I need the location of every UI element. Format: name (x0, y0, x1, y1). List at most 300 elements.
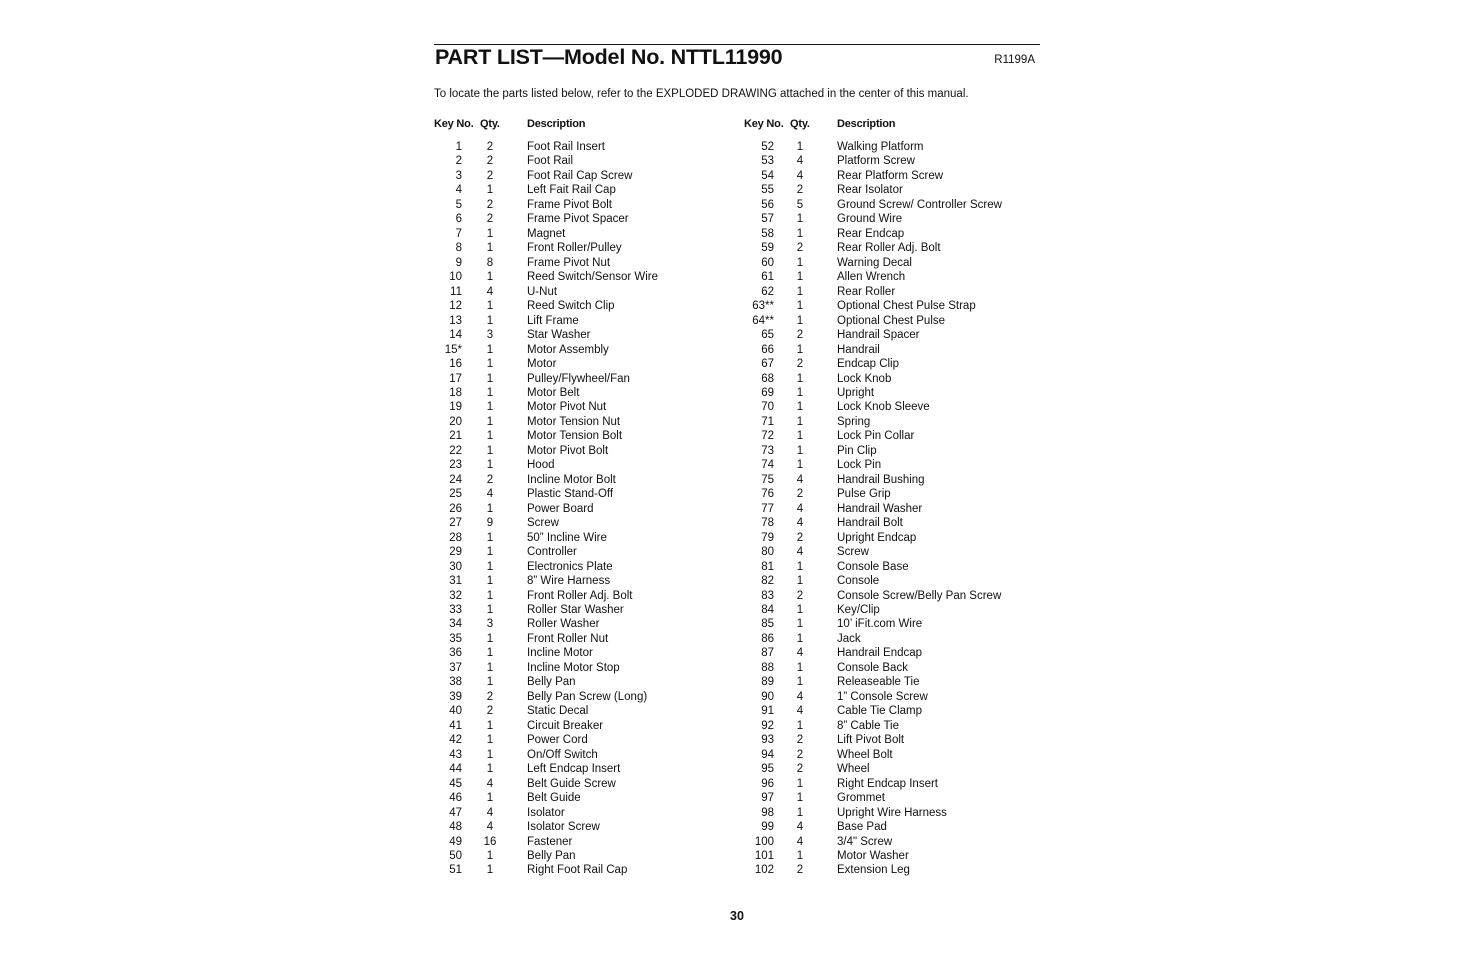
part-description: Front Roller Nut (527, 632, 609, 645)
part-key-no: 37 (449, 661, 462, 674)
part-row (434, 314, 734, 328)
part-row (434, 328, 734, 342)
part-row (744, 719, 1044, 733)
part-key-no: 53 (761, 155, 774, 168)
part-key-no: 22 (449, 444, 462, 457)
part-description: Foot Rail (527, 155, 574, 168)
part-row (434, 791, 734, 805)
part-description: Lift Pivot Bolt (837, 734, 905, 747)
part-qty: 1 (796, 676, 804, 689)
part-qty: 1 (796, 314, 804, 327)
part-row (434, 748, 734, 762)
part-row (434, 733, 734, 747)
part-key-no: 29 (449, 546, 462, 559)
part-key-no: 18 (449, 386, 462, 399)
part-qty: 4 (796, 546, 804, 559)
part-qty: 1 (486, 748, 494, 761)
part-row (434, 545, 734, 559)
part-key-no: 28 (449, 531, 462, 544)
part-key-no: 99 (761, 821, 774, 834)
part-row (434, 270, 734, 284)
part-description: Hood (527, 459, 555, 472)
part-qty: 1 (486, 734, 494, 747)
part-row (434, 531, 734, 545)
part-key-no: 43 (449, 748, 462, 761)
part-row (744, 314, 1044, 328)
part-qty: 4 (486, 821, 494, 834)
part-description: Incline Motor Stop (527, 661, 620, 674)
header-qty: Qty. (790, 118, 810, 130)
document-code: R1199A (994, 54, 1035, 66)
part-key-no: 71 (761, 415, 774, 428)
part-key-no: 12 (449, 300, 462, 313)
part-row (744, 704, 1044, 718)
part-row (434, 357, 734, 371)
part-key-no: 13 (449, 314, 462, 327)
part-key-no: 45 (449, 777, 462, 790)
part-qty: 1 (796, 777, 804, 790)
part-key-no: 16 (449, 358, 462, 371)
part-qty: 2 (486, 690, 494, 703)
part-row (744, 415, 1044, 429)
part-row (744, 328, 1044, 342)
part-key-no: 92 (761, 719, 774, 732)
part-row (744, 675, 1044, 689)
part-row (744, 343, 1044, 357)
part-row (434, 675, 734, 689)
part-qty: 2 (796, 329, 804, 342)
part-row (744, 429, 1044, 443)
part-key-no: 66 (761, 343, 774, 356)
part-qty: 2 (796, 184, 804, 197)
part-row (434, 849, 734, 863)
part-qty: 1 (796, 560, 804, 573)
part-qty: 2 (796, 358, 804, 371)
part-description: Reed Switch/Sensor Wire (527, 271, 659, 284)
part-key-no: 23 (449, 459, 462, 472)
part-row (434, 415, 734, 429)
part-qty: 1 (486, 849, 494, 862)
part-key-no: 42 (449, 734, 462, 747)
part-row (744, 531, 1044, 545)
part-key-no: 10 (449, 271, 462, 284)
part-description: Left Fait Rail Cap (527, 184, 616, 197)
part-row (744, 661, 1044, 675)
part-description: Releaseable Tie (837, 676, 920, 689)
part-row (744, 458, 1044, 472)
part-qty: 3 (486, 618, 494, 631)
part-description: Console Back (837, 661, 908, 674)
part-key-no: 83 (761, 589, 774, 602)
part-description: Front Roller/Pulley (527, 242, 622, 255)
part-description: Endcap Clip (837, 358, 900, 371)
header-key-no: Key No. (434, 118, 474, 130)
part-qty: 1 (486, 676, 494, 689)
part-description: Belly Pan (527, 676, 576, 689)
part-description: Frame Pivot Spacer (527, 213, 629, 226)
part-key-no: 19 (449, 401, 462, 414)
part-description: Isolator (527, 806, 565, 819)
part-qty: 1 (796, 141, 804, 153)
part-row (434, 632, 734, 646)
part-row (434, 690, 734, 704)
part-qty: 1 (486, 314, 494, 327)
part-qty: 1 (486, 386, 494, 399)
part-key-no: 44 (449, 763, 462, 776)
part-description: Rear Roller (837, 285, 896, 298)
part-row (434, 256, 734, 270)
part-qty: 3 (486, 329, 494, 342)
part-key-no: 87 (761, 647, 774, 660)
part-description: Power Cord (527, 734, 588, 747)
part-description: Lift Frame (527, 314, 579, 327)
part-row (434, 863, 734, 877)
part-row (744, 227, 1044, 241)
part-key-no: 39 (449, 690, 462, 703)
part-row (744, 285, 1044, 299)
part-qty: 1 (486, 531, 494, 544)
part-qty: 1 (796, 459, 804, 472)
part-qty: 1 (486, 560, 494, 573)
header-description: Description (527, 118, 586, 130)
part-row (744, 603, 1044, 617)
part-row (434, 516, 734, 530)
part-description: Lock Knob (837, 372, 892, 385)
part-key-no: 95 (761, 763, 774, 776)
part-key-no: 75 (761, 473, 774, 486)
part-qty: 1 (486, 430, 494, 443)
part-description: Spring (837, 415, 871, 428)
part-row (434, 574, 734, 588)
part-row (744, 444, 1044, 458)
part-key-no: 9 (455, 256, 462, 269)
part-row (744, 299, 1044, 313)
part-qty: 2 (796, 242, 804, 255)
part-key-no: 38 (449, 676, 462, 689)
part-row (434, 473, 734, 487)
part-key-no: 59 (761, 242, 774, 255)
part-description: 10’ iFit.com Wire (837, 618, 923, 631)
part-description: Reed Switch Clip (527, 300, 615, 313)
part-description: Cable Tie Clamp (837, 705, 923, 718)
part-description: Handrail Spacer (837, 329, 920, 342)
part-qty: 1 (796, 372, 804, 385)
part-qty: 4 (796, 517, 804, 530)
part-key-no: 63** (752, 300, 774, 313)
part-qty: 2 (486, 213, 494, 226)
part-qty: 1 (796, 213, 804, 226)
part-description: Optional Chest Pulse Strap (837, 300, 976, 313)
part-key-no: 21 (449, 430, 462, 443)
part-qty: 4 (486, 488, 494, 501)
part-key-no: 84 (761, 604, 774, 616)
part-description: Motor Pivot Nut (527, 401, 607, 414)
part-qty: 1 (796, 719, 804, 732)
part-qty: 1 (486, 719, 494, 732)
part-qty: 1 (796, 575, 804, 588)
part-key-no: 5 (455, 198, 462, 211)
part-row (434, 502, 734, 516)
part-description: Lock Pin (837, 459, 882, 472)
part-row (744, 632, 1044, 646)
part-description: Ground Wire (837, 213, 903, 226)
part-key-no: 24 (449, 473, 462, 486)
part-row (744, 820, 1044, 834)
part-description: Console Screw/Belly Pan Screw (837, 589, 1002, 602)
part-key-no: 102 (754, 864, 774, 877)
part-description: Static Decal (527, 705, 589, 718)
part-key-no: 47 (449, 806, 462, 819)
part-row (744, 516, 1044, 530)
part-qty: 4 (796, 502, 804, 515)
part-qty: 1 (796, 632, 804, 645)
part-description: Right Endcap Insert (837, 777, 939, 790)
part-row (434, 617, 734, 631)
part-key-no: 72 (761, 430, 774, 443)
part-row (744, 241, 1044, 255)
column-header (434, 117, 734, 140)
part-key-no: 3 (455, 169, 462, 182)
part-description: Jack (837, 632, 861, 645)
header-description: Description (837, 118, 896, 130)
part-row (744, 256, 1044, 270)
part-description: Rear Roller Adj. Bolt (837, 242, 941, 255)
part-qty: 1 (796, 604, 804, 616)
part-qty: 2 (796, 488, 804, 501)
part-row (434, 589, 734, 603)
part-row (434, 704, 734, 718)
part-description: Upright Endcap (837, 531, 917, 544)
part-qty: 1 (796, 227, 804, 240)
part-row (744, 169, 1044, 183)
part-qty: 1 (796, 430, 804, 443)
part-qty: 1 (486, 792, 494, 805)
part-qty: 1 (486, 661, 494, 674)
part-key-no: 8 (455, 242, 462, 255)
part-row (744, 574, 1044, 588)
part-qty: 1 (486, 343, 494, 356)
part-description: Handrail Bolt (837, 517, 903, 530)
part-qty: 4 (796, 647, 804, 660)
part-row (744, 589, 1044, 603)
part-description: Controller (527, 546, 577, 559)
part-description: Frame Pivot Nut (527, 256, 611, 269)
part-row (434, 299, 734, 313)
part-description: Foot Rail Insert (527, 141, 605, 153)
part-row (434, 343, 734, 357)
part-key-no: 67 (761, 358, 774, 371)
part-description: Key/Clip (837, 604, 880, 616)
part-row (744, 646, 1044, 660)
part-row (434, 762, 734, 776)
part-description: Belt Guide Screw (527, 777, 616, 790)
part-description: Pin Clip (837, 444, 877, 457)
part-row (434, 241, 734, 255)
part-description: Handrail Bushing (837, 473, 925, 486)
part-description: Belt Guide (527, 792, 581, 805)
part-description: Lock Pin Collar (837, 430, 915, 443)
part-description: Rear Isolator (837, 184, 903, 197)
part-row (744, 748, 1044, 762)
part-qty: 1 (486, 401, 494, 414)
part-key-no: 33 (449, 604, 462, 616)
part-row (744, 357, 1044, 371)
part-qty: 2 (796, 734, 804, 747)
part-description: Left Endcap Insert (527, 763, 621, 776)
part-key-no: 80 (761, 546, 774, 559)
part-description: Platform Screw (837, 155, 915, 168)
part-key-no: 6 (455, 213, 462, 226)
part-row (434, 285, 734, 299)
part-row (744, 863, 1044, 877)
part-key-no: 20 (449, 415, 462, 428)
document-page (434, 0, 1040, 954)
part-description: Extension Leg (837, 864, 910, 877)
part-row (434, 719, 734, 733)
part-qty: 1 (486, 444, 494, 457)
part-description: Screw (527, 517, 559, 530)
part-qty: 1 (486, 575, 494, 588)
part-key-no: 31 (449, 575, 462, 588)
part-key-no: 68 (761, 372, 774, 385)
part-description: Roller Washer (527, 618, 600, 631)
part-qty: 1 (486, 459, 494, 472)
parts-column-left (434, 117, 734, 878)
part-row (434, 661, 734, 675)
part-row (434, 560, 734, 574)
part-description: 8” Wire Harness (527, 575, 611, 588)
part-qty: 1 (796, 444, 804, 457)
part-qty: 9 (486, 517, 494, 530)
part-key-no: 11 (450, 285, 462, 298)
part-key-no: 17 (449, 372, 462, 385)
part-description: Lock Knob Sleeve (837, 401, 930, 414)
part-qty: 2 (486, 155, 494, 168)
part-qty: 1 (796, 415, 804, 428)
part-description: Pulse Grip (837, 488, 891, 501)
part-key-no: 94 (761, 748, 774, 761)
part-qty: 1 (486, 864, 494, 877)
part-key-no: 54 (761, 169, 774, 182)
page-title: PART LIST—Model No. NTTL11990 (435, 45, 783, 69)
part-qty: 2 (486, 141, 494, 153)
part-description: Foot Rail Cap Screw (527, 169, 633, 182)
part-key-no: 34 (449, 618, 462, 631)
part-row (744, 560, 1044, 574)
part-key-no: 98 (761, 806, 774, 819)
part-key-no: 76 (761, 488, 774, 501)
part-qty: 16 (483, 835, 497, 848)
part-row (434, 603, 734, 617)
part-qty: 4 (796, 169, 804, 182)
part-description: Circuit Breaker (527, 719, 604, 732)
part-key-no: 88 (761, 661, 774, 674)
header-qty: Qty. (480, 118, 500, 130)
part-qty: 4 (486, 777, 494, 790)
part-description: Motor Tension Bolt (527, 430, 623, 443)
part-description: Belly Pan Screw (Long) (527, 690, 648, 703)
part-description: 8” Cable Tie (837, 719, 900, 732)
part-description: Roller Star Washer (527, 604, 624, 616)
part-description: Console (837, 575, 880, 588)
part-description: Upright (837, 386, 875, 399)
part-description: Screw (837, 546, 869, 559)
part-row (744, 617, 1044, 631)
part-key-no: 91 (761, 705, 774, 718)
part-description: Wheel (837, 763, 870, 776)
part-key-no: 96 (761, 777, 774, 790)
part-qty: 1 (486, 546, 494, 559)
part-key-no: 61 (761, 271, 774, 284)
part-key-no: 64** (752, 314, 774, 327)
part-row (434, 227, 734, 241)
part-description: Motor Washer (837, 849, 909, 862)
part-row (744, 386, 1044, 400)
part-row (434, 198, 734, 212)
part-qty: 1 (486, 415, 494, 428)
part-qty: 4 (796, 690, 804, 703)
part-qty: 1 (486, 502, 494, 515)
part-description: 50” Incline Wire (527, 531, 607, 544)
part-description: Motor Assembly (527, 343, 609, 356)
part-key-no: 51 (449, 864, 462, 877)
header-key-no: Key No. (744, 118, 784, 130)
part-qty: 4 (486, 285, 494, 298)
part-qty: 4 (796, 821, 804, 834)
part-qty: 1 (486, 647, 494, 660)
part-qty: 1 (796, 343, 804, 356)
part-qty: 1 (796, 849, 804, 862)
part-key-no: 69 (761, 386, 774, 399)
part-qty: 2 (796, 531, 804, 544)
part-key-no: 7 (455, 227, 462, 240)
part-key-no: 79 (761, 531, 774, 544)
part-qty: 1 (796, 285, 804, 298)
part-description: 3/4" Screw (837, 835, 893, 848)
part-row (434, 646, 734, 660)
part-row (744, 762, 1044, 776)
part-qty: 8 (486, 256, 494, 269)
part-qty: 1 (796, 300, 804, 313)
part-key-no: 100 (754, 835, 774, 848)
part-row (434, 777, 734, 791)
part-description: Electronics Plate (527, 560, 613, 573)
part-row (744, 777, 1044, 791)
part-key-no: 90 (761, 690, 774, 703)
part-key-no: 56 (761, 198, 774, 211)
part-description: Motor (527, 358, 557, 371)
part-qty: 2 (486, 169, 494, 182)
part-row (744, 835, 1044, 849)
part-row (434, 212, 734, 226)
part-description: Optional Chest Pulse (837, 314, 946, 327)
part-description: Incline Motor Bolt (527, 473, 616, 486)
part-row (744, 400, 1044, 414)
part-row (434, 429, 734, 443)
part-row (434, 386, 734, 400)
part-row (744, 487, 1044, 501)
parts-list-left (434, 140, 734, 878)
part-key-no: 25 (449, 488, 462, 501)
part-key-no: 4 (455, 184, 462, 197)
part-qty: 1 (796, 271, 804, 284)
part-key-no: 36 (449, 647, 462, 660)
part-qty: 1 (796, 401, 804, 414)
part-row (744, 372, 1044, 386)
part-qty: 4 (486, 806, 494, 819)
part-row (434, 183, 734, 197)
part-qty: 2 (486, 198, 494, 211)
